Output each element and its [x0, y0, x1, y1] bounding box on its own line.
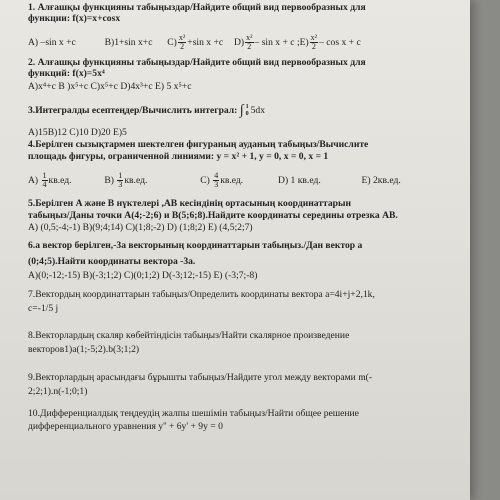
q4-option-c-unit: кв.ед. [220, 175, 244, 186]
q1-option-c-label: C) [167, 37, 177, 48]
q4-title: 4.Берілген сызықтармен шектелген фигураның ауданың табыңыз/Вычислите [28, 139, 369, 150]
q4-option-c-fraction: $\frac{4}{3}$ [214, 171, 219, 190]
q4-option-d: D) 1 кв.ед. [278, 175, 321, 186]
q1-option-d-label: D) [233, 37, 245, 48]
q1-options [28, 30, 464, 56]
q1-option-d-fraction: $\frac{\text{x²}}{2}$ [246, 33, 253, 52]
q4-option-b-label: B) [104, 175, 114, 186]
q4-option-a-fraction: $\frac{1}{4}$ [42, 171, 47, 190]
integral-limits: 1 0 [245, 104, 249, 117]
q4-option-a-label: A) [28, 175, 39, 186]
q6-options: A)(0;-12;-15) B)(-3;1;2) C)(0;1;2) D(-3;12;-15) E) (-3;7;-8) [28, 270, 258, 281]
q4-option-a-unit: кв.ед. [48, 175, 72, 186]
q2-title: 2. Алғашқы функцияны табыңыздар/Найдите общий вид первообразных для [28, 57, 366, 68]
q10-title: 10.Дифференциалдық теңдеудің жалпы шешімін табыңыз/Найти общее решение [28, 408, 359, 419]
q4-option-c-label: C) [200, 175, 210, 186]
q1-option-e-rest: – cos x + c [319, 37, 361, 48]
q8-subtitle: векторов1)a(1;-5;2).b(3;1;2) [28, 344, 140, 355]
q6-subtitle: (0;4;5).Найти координаты вектора -3a. [28, 256, 196, 267]
q10-subtitle: дифференциального уравнения y'' + 6y' + 9y = 0 [28, 421, 223, 432]
q1-title: 1. Алғашқы функцияны табыңыздар/Найдите общий вид первообразных для [28, 2, 366, 13]
integrand: 5dx [250, 105, 265, 117]
q4-option-b-fraction: $\frac{1}{3}$ [118, 171, 123, 190]
q5-options: A) (0,5;-4;-1) B)(9;4;14) C)(1;8;-2) D) (1;8;2) E) (4,5;2;7) [28, 222, 253, 233]
q7-subtitle: c=-1/5 j [28, 303, 59, 314]
q2-options: A)x⁴+c B )x⁵+c C)x⁵+c D)4x³+c E) 5 x⁵+c [28, 81, 192, 92]
q1-option-c-fraction: $\frac{\text{x²}}{2}$ [178, 33, 186, 52]
q8-title: 8.Векторлардың скаляр көбейтіндісін табыңыз/Найти скалярное произведение [28, 330, 350, 341]
q5-subtitle: табыңыз/Даны точки A(4;-2;6) и B(5;6;8).Найдите координаты середины отрезка AB. [28, 210, 398, 221]
q7-title: 7.Вектордың координаттарын табыңыз/Определить координаты вектора a=4i+j+2,1k, [28, 289, 375, 300]
q1-subtitle: функции: f(x)=x+cosx [28, 13, 121, 24]
integral-symbol: ∫ [239, 103, 244, 118]
q3-row [28, 99, 464, 123]
q4-option-e: E) 2кв.ед. [361, 175, 401, 186]
q1-option-c-rest: +sin x +c [187, 37, 224, 48]
q3-title: 3.Интегралды есептеңдер/Вычислить интеграл: [28, 105, 238, 117]
q2-subtitle: функций: f(x)=5x⁴ [28, 68, 105, 79]
q9-title: 9.Векторлардың арасындағы бұрышты табыңыз/Найдите угол между векторами m(- [28, 372, 373, 383]
q1-option-d-rest: – sin x + c ;E) [254, 37, 309, 48]
q5-title: 5.Берілген A және B нүктелері ,AB кесіндінің ортасының координаттарын [28, 198, 352, 209]
q4-subtitle: площадь фигуры, ограниченной линиями: y = x² + 1, y = 0, x = 0, x = 1 [28, 151, 329, 162]
q1-option-a: A) –sin x +c [28, 37, 76, 48]
q9-subtitle: 2;2;1).n(-1;0;1) [28, 386, 88, 397]
q3-options: A)15B)12 C)10 D)20 E)5 [28, 127, 127, 138]
q4-option-b-unit: кв.ед. [124, 175, 148, 186]
q1-option-b: B)1+sin x+c [104, 37, 153, 48]
q4-options [28, 168, 464, 194]
q6-title: 6.a вектор берілген,-3a векторының координаттарын табыңыз./Дан вектор a [28, 240, 363, 251]
q1-option-e-fraction: $\frac{\text{x²}}{2}$ [310, 33, 318, 52]
